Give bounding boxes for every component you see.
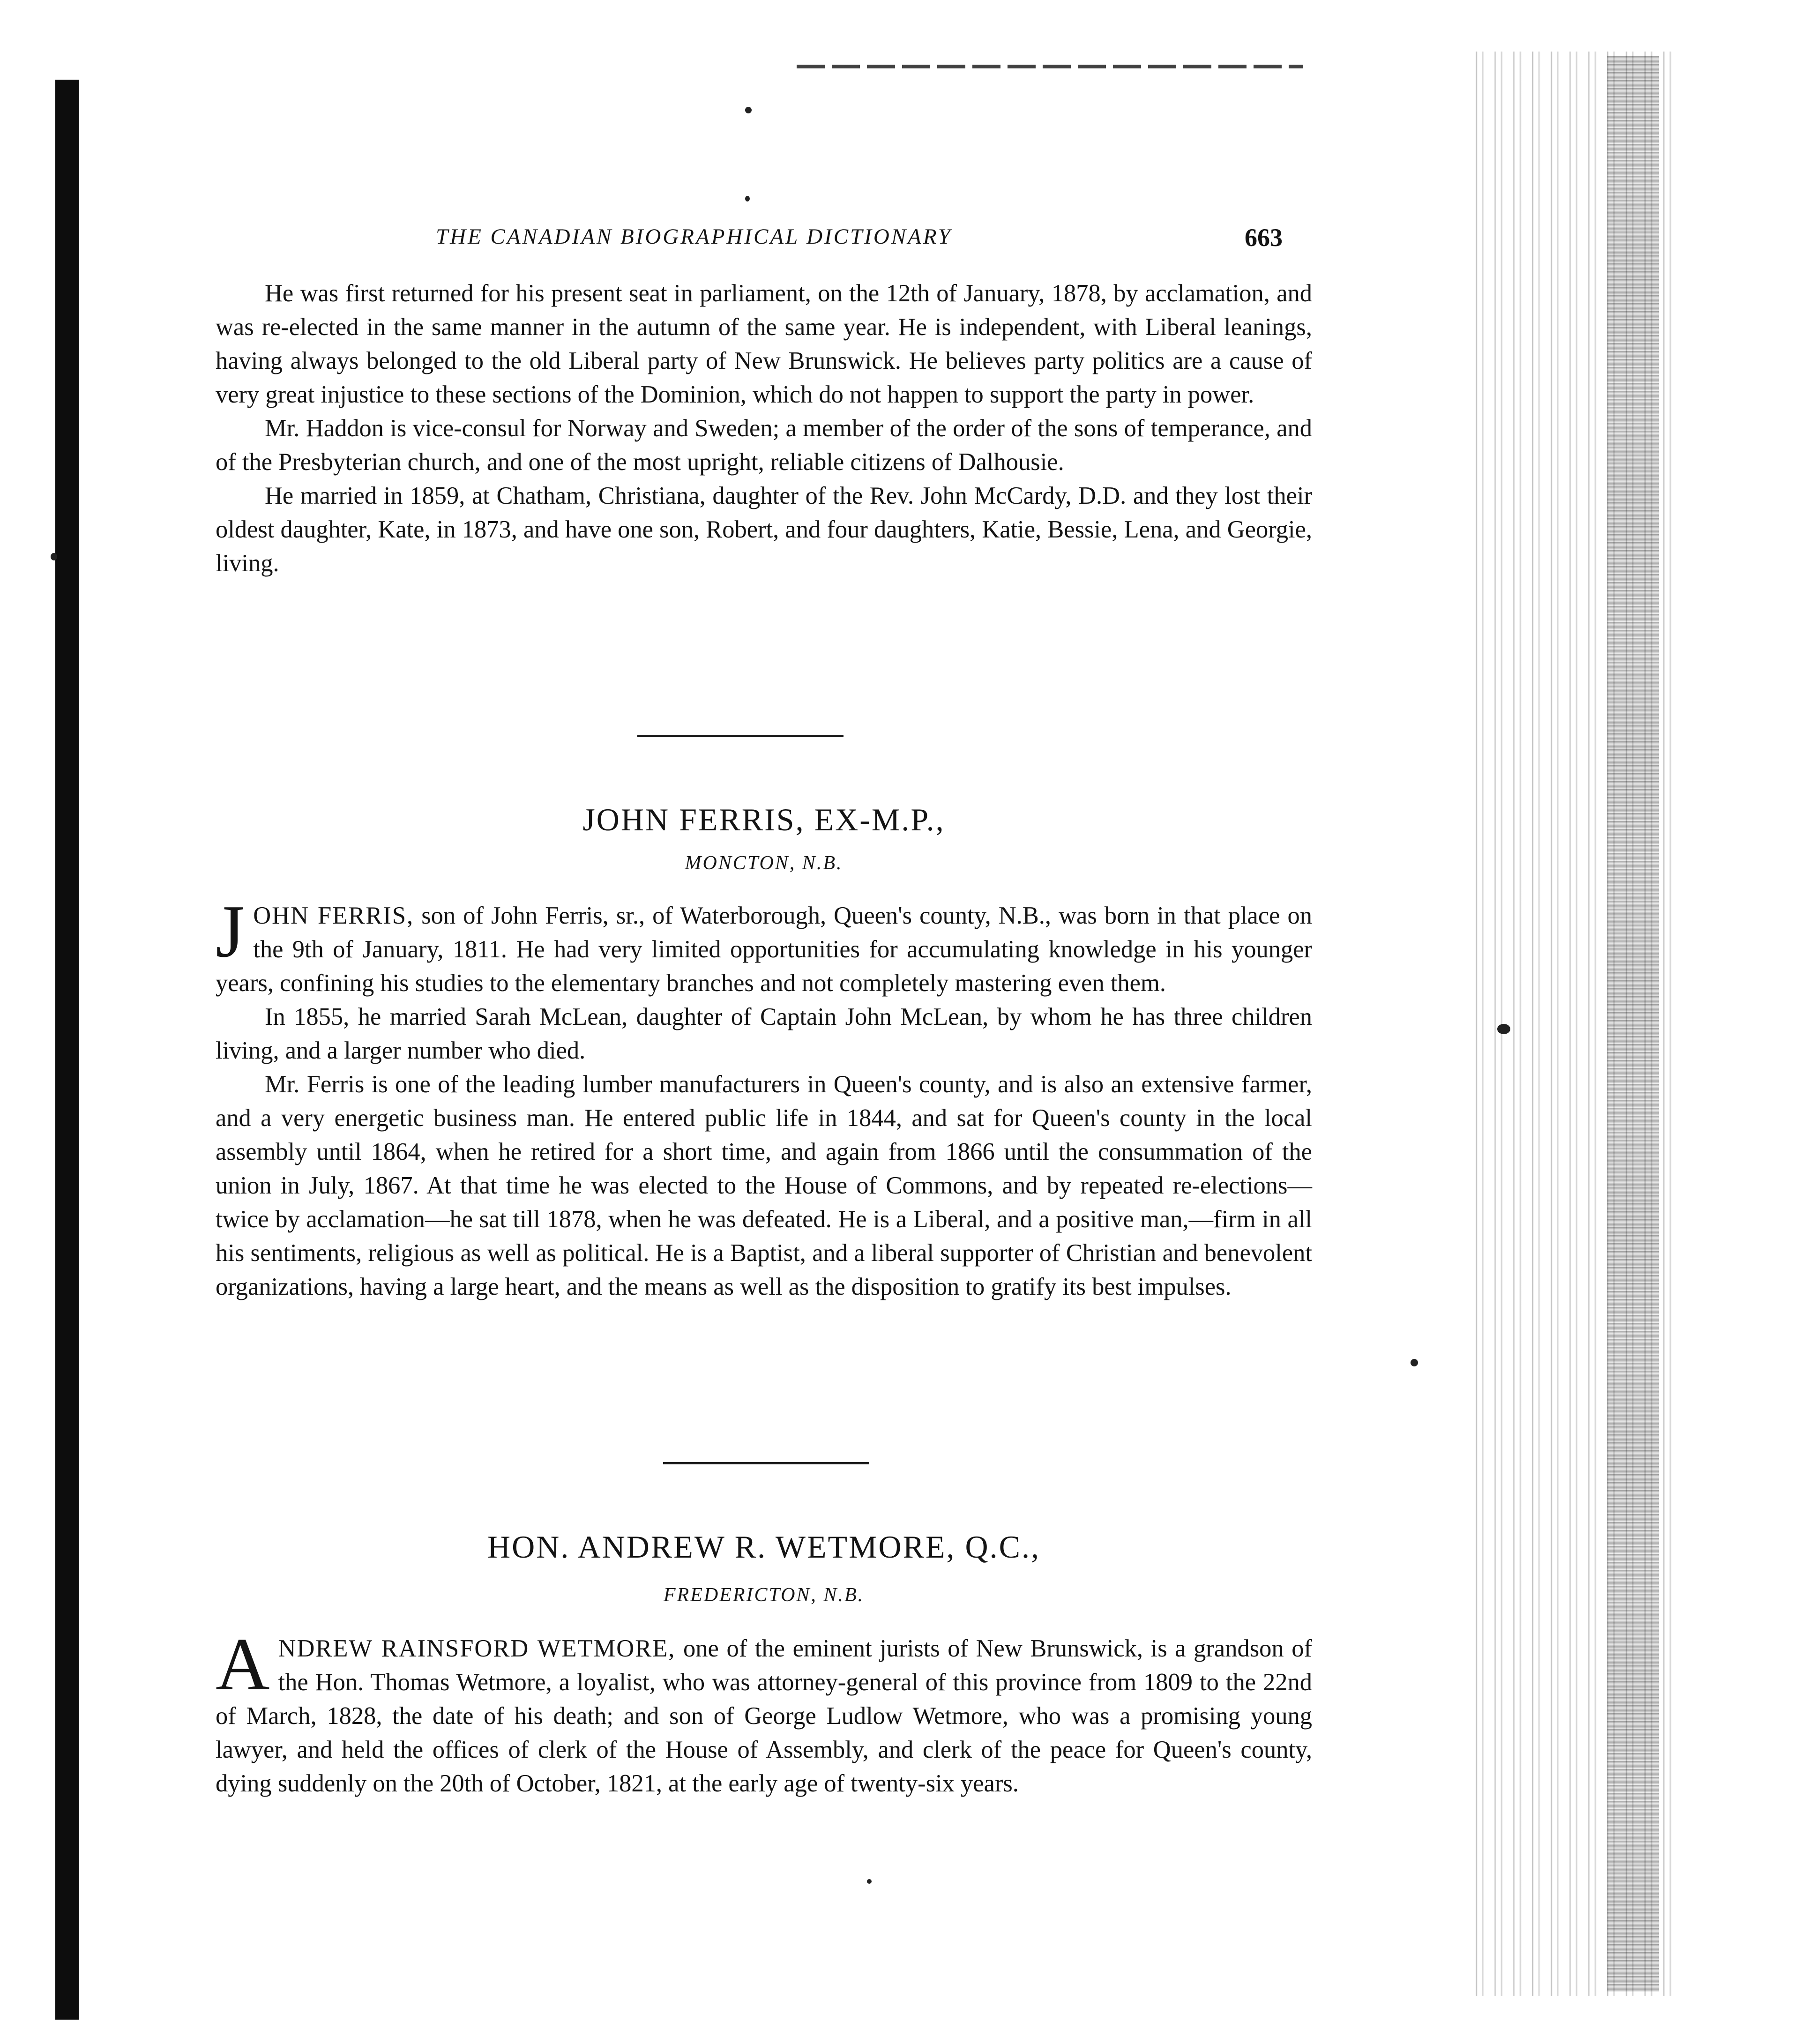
section-divider [637, 735, 844, 737]
scan-speck [1497, 1024, 1510, 1034]
paragraph: He married in 1859, at Chatham, Christiana, daughter of the Rev. John McCardy, D.D. and they lost their oldest daughter, Kate, in 1873, and have one son, Robert, and four daughters, Katie, Bessie, Lena, and Georgie, living. [216, 482, 1312, 577]
paragraph: Mr. Haddon is vice-consul for Norway and Sweden; a member of the order of the sons of temperance, and of the Presbyterian church, and one of the most upright, reliable citizens of Dalhousie. [216, 415, 1312, 476]
ferris-opening-paragraph [216, 889, 1312, 1000]
scan-speck [745, 107, 752, 113]
scan-edge-noise-dark [1607, 56, 1659, 1992]
drop-cap: A [216, 1622, 270, 1706]
paragraph-text: one of the eminent jurists of New Brunswick, is a grandson of the Hon. Thomas Wetmore, a loyalist, who was attorney-general of this province from 1809 to the 22nd of March, 1828, the date of his death; and son of George Ludlow Wetmore, who was a promising young lawyer, and held the offices of clerk of the House of Assembly, and clerk of the peace for Queen's county, dying suddenly on the 20th of October, 1821, at the early age of twenty-six years. [216, 1635, 1312, 1797]
section-title-wetmore: HON. ANDREW R. WETMORE, Q.C., [487, 1529, 1041, 1565]
scan-top-streak [797, 65, 1303, 68]
wetmore-biography [216, 1622, 1312, 1800]
section-divider [663, 1462, 869, 1464]
section-place-ferris: MONCTON, N.B. [685, 852, 843, 874]
section-title-ferris: JOHN FERRIS, EX-M.P., [582, 802, 945, 837]
paragraph: He was first returned for his present seat in parliament, on the 12th of January, 1878, by acclamation, and was re-elected in the same manner in the autumn of the same year. He is independent, with Liberal leanings, having always belonged to the old Liberal party of New Brunswick. He believes party politics are a cause of very great injustice to these sections of the Dominion, which do not happen to support the party in power. [216, 280, 1312, 408]
section-place-wetmore: FREDERICTON, N.B. [663, 1584, 865, 1606]
paragraph: In 1855, he married Sarah McLean, daughter of Captain John McLean, by whom he has three children living, and a larger number who died. [216, 1003, 1312, 1064]
wetmore-opening-paragraph [216, 1622, 1312, 1800]
lead-name: NDREW RAINSFORD WETMORE, [278, 1635, 676, 1662]
paragraph: Mr. Ferris is one of the leading lumber manufacturers in Queen's county, and is also an extensive farmer, and a very energetic business man. He entered public life in 1844, and sat for Queen's county in the local assembly until 1864, when he retired for a short time, and again from 1866 until the consummation of the union in July, 1867. At that time he was elected to the House of Commons, and by repeated re-elections—twice by acclamation—he sat till 1878, when he was defeated. He is a Liberal, and a positive man,—firm in all his sentiments, religious as well as political. He is a Baptist, and a liberal supporter of Christian and benevolent organizations, having a large heart, and the means as well as the disposition to gratify its best impulses. [216, 1071, 1312, 1300]
ferris-biography [216, 889, 1312, 1304]
scan-speck [867, 1879, 872, 1884]
drop-cap: J [216, 889, 245, 973]
scan-speck [1411, 1359, 1418, 1366]
scan-speck [51, 553, 57, 560]
page-number: 663 [1245, 224, 1283, 252]
running-header: THE CANADIAN BIOGRAPHICAL DICTIONARY [436, 224, 952, 249]
haddon-biography-continuation [216, 276, 1312, 580]
lead-name: OHN FERRIS, [253, 902, 414, 929]
paragraph-text: son of John Ferris, sr., of Waterborough, Queen's county, N.B., was born in that place on the 9th of January, 1811. He had very limited opportunities for accumulating knowledge in his younger years, confining his studies to the elementary branches and not completely mastering even them. [216, 902, 1312, 997]
scan-binding-shadow [55, 80, 79, 2020]
scan-speck [745, 196, 750, 201]
